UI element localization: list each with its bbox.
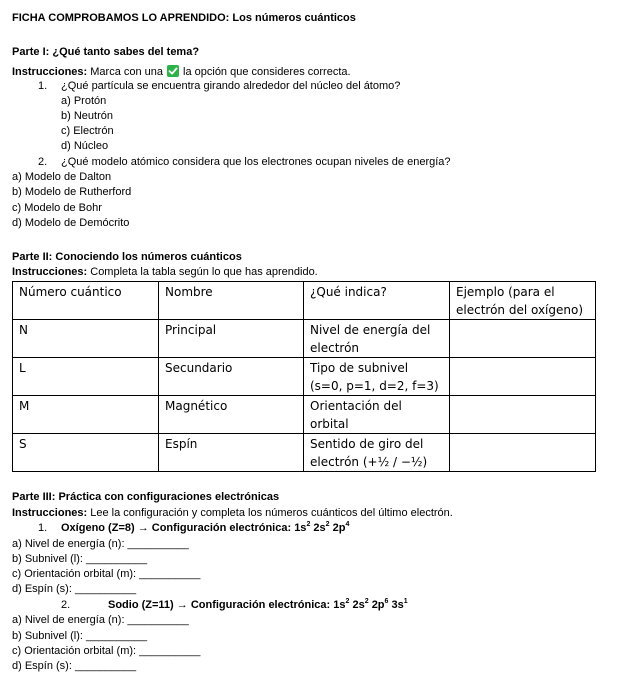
- checkmark-icon: [167, 65, 179, 77]
- table-cell: Magnético: [159, 396, 304, 434]
- part3-heading: Parte III: Práctica con configuraciones electrónicas: [12, 491, 280, 503]
- exercise2-element: Sodio (Z=11): [108, 599, 174, 611]
- table-header-cell: ¿Qué indica?: [304, 282, 450, 320]
- q2-option-c: c) Modelo de Bohr: [12, 202, 102, 214]
- instructions-label: Instrucciones:: [12, 507, 88, 519]
- exercise1-field-l[interactable]: b) Subnivel (l): __________: [12, 553, 148, 565]
- q1-option-d: d) Núcleo: [61, 140, 109, 152]
- exercise1-element: Oxígeno (Z=8): [61, 522, 135, 534]
- config-term: 1s: [294, 522, 307, 534]
- instructions-label: Instrucciones:: [12, 266, 88, 278]
- instructions-text: Lee la configuración y completa los números cuánticos del último electrón.: [87, 507, 453, 519]
- instructions-label: Instrucciones:: [12, 66, 88, 78]
- exercise2-config: [333, 599, 407, 611]
- exercise2-field-n[interactable]: a) Nivel de energía (n): __________: [12, 614, 189, 626]
- table-cell: Tipo de subnivel (s=0, p=1, d=2, f=3): [304, 358, 450, 396]
- table-cell: Principal: [159, 320, 304, 358]
- exercise1-field-m[interactable]: c) Orientación orbital (m): __________: [12, 568, 201, 580]
- table-header-cell: Número cuántico: [13, 282, 159, 320]
- q2-number: 2.: [38, 156, 48, 168]
- q1-option-b: b) Neutrón: [61, 110, 113, 122]
- table-header-cell: Nombre: [159, 282, 304, 320]
- table-cell: Secundario: [159, 358, 304, 396]
- config-exponent: 2: [364, 598, 369, 605]
- config-exponent: 4: [345, 521, 350, 528]
- table-cell: Sentido de giro del electrón (+½ / −½): [304, 434, 450, 472]
- table-cell: M: [13, 396, 159, 434]
- config-term: 1s: [333, 599, 346, 611]
- table-header-row: [13, 282, 596, 320]
- config-term: 2s: [352, 599, 365, 611]
- q2-option-d: d) Modelo de Demócrito: [12, 217, 130, 229]
- table-answer-cell[interactable]: [450, 396, 596, 434]
- exercise1-field-s[interactable]: d) Espín (s): __________: [12, 583, 137, 595]
- config-term: 2p: [371, 599, 385, 611]
- config-exponent: 1: [403, 598, 408, 605]
- instructions-text: Completa la tabla según lo que has aprendido.: [87, 266, 318, 278]
- config-term: 2p: [332, 522, 346, 534]
- q2-text: ¿Qué modelo atómico considera que los electrones ocupan niveles de energía?: [61, 156, 451, 168]
- q2-option-a: a) Modelo de Dalton: [12, 171, 112, 183]
- table-cell: Orientación del orbital: [304, 396, 450, 434]
- table-cell: S: [13, 434, 159, 472]
- exercise2-field-m[interactable]: c) Orientación orbital (m): __________: [12, 645, 201, 657]
- config-term: 3s: [391, 599, 404, 611]
- table-header-cell: Ejemplo (para el electrón del oxígeno): [450, 282, 596, 320]
- exercise2-field-l[interactable]: b) Subnivel (l): __________: [12, 630, 148, 642]
- table-cell: N: [13, 320, 159, 358]
- q1-option-c: c) Electrón: [61, 125, 114, 137]
- table-cell: Espín: [159, 434, 304, 472]
- table-row: [13, 434, 596, 472]
- part2-instructions: [12, 266, 318, 279]
- exercise2-statement: [108, 599, 408, 612]
- quantum-numbers-table: [12, 281, 596, 472]
- part2-heading: Parte II: Conociendo los números cuánticos: [12, 251, 242, 263]
- part3-instructions: [12, 507, 453, 520]
- exercise2-number: 2.: [61, 599, 71, 611]
- exercise1-config: [294, 522, 349, 534]
- part1-instructions: [12, 65, 351, 79]
- q2-option-b: b) Modelo de Rutherford: [12, 186, 132, 198]
- config-exponent: 6: [384, 598, 389, 605]
- part1-heading: Parte I: ¿Qué tanto sabes del tema?: [12, 46, 200, 58]
- config-exponent: 2: [345, 598, 350, 605]
- exercise1-statement: [61, 522, 349, 535]
- exercise2-field-s[interactable]: d) Espín (s): __________: [12, 660, 137, 672]
- exercise1-field-n[interactable]: a) Nivel de energía (n): __________: [12, 538, 189, 550]
- q1-option-a: a) Protón: [61, 95, 107, 107]
- exercise1-number: 1.: [38, 522, 48, 534]
- config-exponent: 2: [306, 521, 311, 528]
- instructions-text-before: Marca con una: [87, 66, 164, 78]
- instructions-text-after: la opción que consideres correcta.: [183, 66, 351, 78]
- config-exponent: 2: [325, 521, 330, 528]
- table-answer-cell[interactable]: [450, 434, 596, 472]
- table-answer-cell[interactable]: [450, 358, 596, 396]
- q1-text: ¿Qué partícula se encuentra girando alrededor del núcleo del átomo?: [61, 80, 401, 92]
- table-row: [13, 320, 596, 358]
- exercise1-arrow-text: → Configuración electrónica:: [134, 522, 295, 534]
- table-row: [13, 358, 596, 396]
- exercise2-arrow-text: → Configuración electrónica:: [173, 599, 334, 611]
- table-cell: L: [13, 358, 159, 396]
- table-cell: Nivel de energía del electrón: [304, 320, 450, 358]
- table-answer-cell[interactable]: [450, 320, 596, 358]
- config-term: 2s: [313, 522, 326, 534]
- q1-number: 1.: [38, 80, 48, 92]
- document-title: FICHA COMPROBAMOS LO APRENDIDO: Los números cuánticos: [12, 12, 356, 24]
- table-row: [13, 396, 596, 434]
